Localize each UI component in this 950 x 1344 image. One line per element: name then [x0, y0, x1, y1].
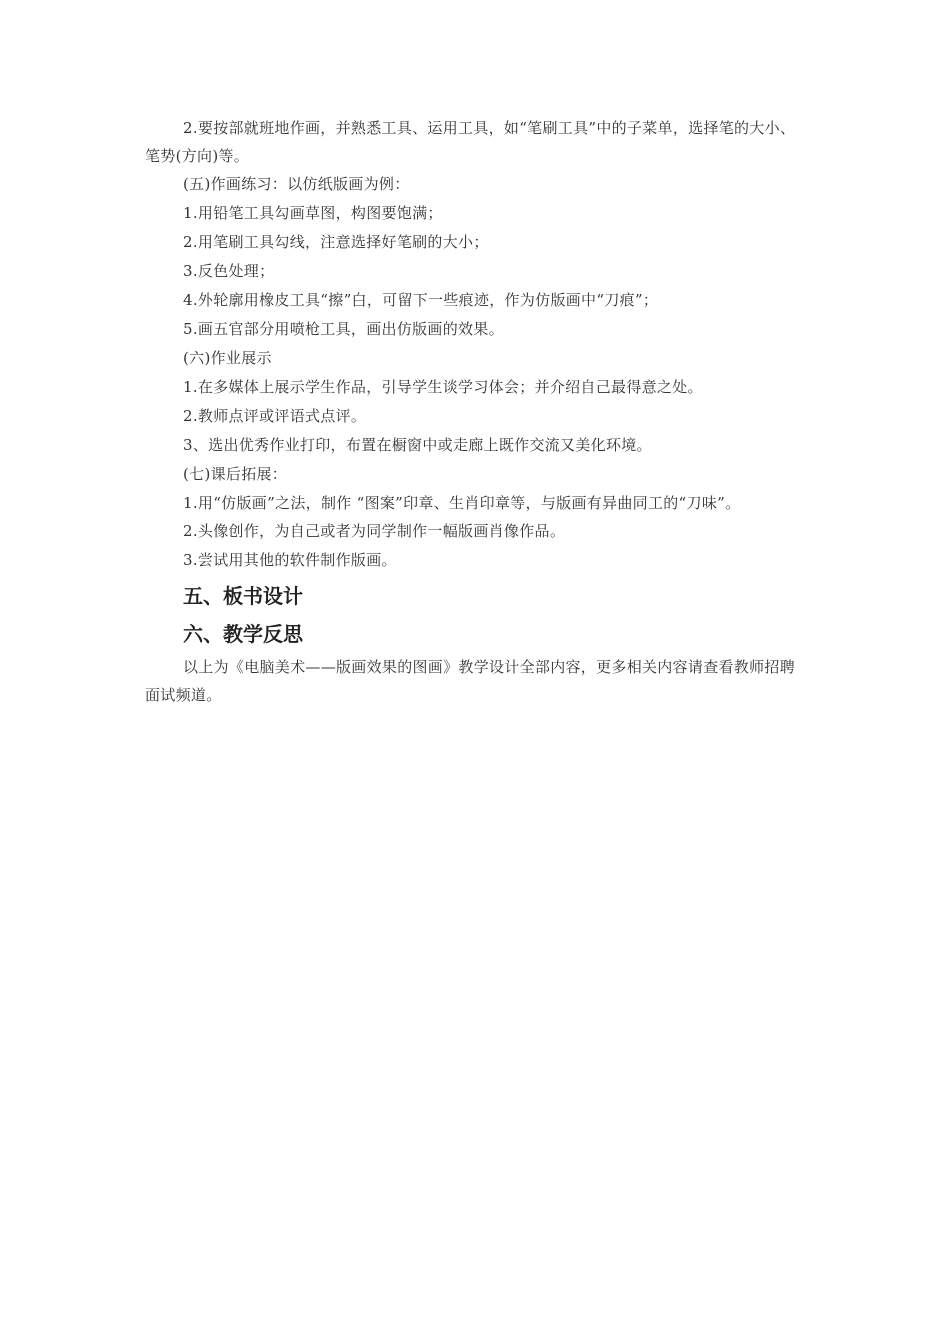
paragraph: 3.尝试用其他的软件制作版画。 — [183, 551, 397, 569]
paragraph: 2.头像创作，为自己或者为同学制作一幅版画肖像作品。 — [183, 522, 566, 540]
closing-paragraph: 以上为《电脑美术——版画效果的图画》教学设计全部内容，更多相关内容请查看教师招聘面试频道。 — [145, 658, 796, 704]
paragraph: 1.用铅笔工具勾画草图，构图要饱满； — [183, 204, 443, 222]
document-body — [145, 114, 805, 709]
paragraph: 1.用“仿版画”之法，制作 “图案”印章、生肖印章等，与版画有异曲同工的“刀味”。 — [183, 494, 741, 512]
section-heading-5: (五)作画练习：以仿纸版画为例： — [183, 175, 410, 193]
paragraph: 2.要按部就班地作画，并熟悉工具、运用工具，如“笔刷工具”中的子菜单，选择笔的大小、笔势(方向)等。 — [145, 119, 796, 165]
paragraph: 5.画五官部分用喷枪工具，画出仿版画的效果。 — [183, 320, 504, 338]
paragraph: 2.用笔刷工具勾线，注意选择好笔刷的大小； — [183, 233, 489, 251]
heading-teaching-reflection: 六、教学反思 — [183, 622, 303, 646]
paragraph: 1.在多媒体上展示学生作品，引导学生谈学习体会；并介绍自己最得意之处。 — [183, 378, 703, 396]
paragraph: 2.教师点评或评语式点评。 — [183, 407, 367, 425]
section-heading-6: (六)作业展示 — [183, 349, 272, 367]
section-heading-7: (七)课后拓展： — [183, 465, 288, 483]
paragraph: 4.外轮廓用橡皮工具“擦”白，可留下一些痕迹，作为仿版画中“刀痕”； — [183, 291, 659, 309]
paragraph: 3.反色处理； — [183, 262, 275, 280]
heading-board-design: 五、板书设计 — [183, 584, 303, 608]
paragraph: 3、选出优秀作业打印，布置在橱窗中或走廊上既作交流又美化环境。 — [183, 436, 652, 454]
